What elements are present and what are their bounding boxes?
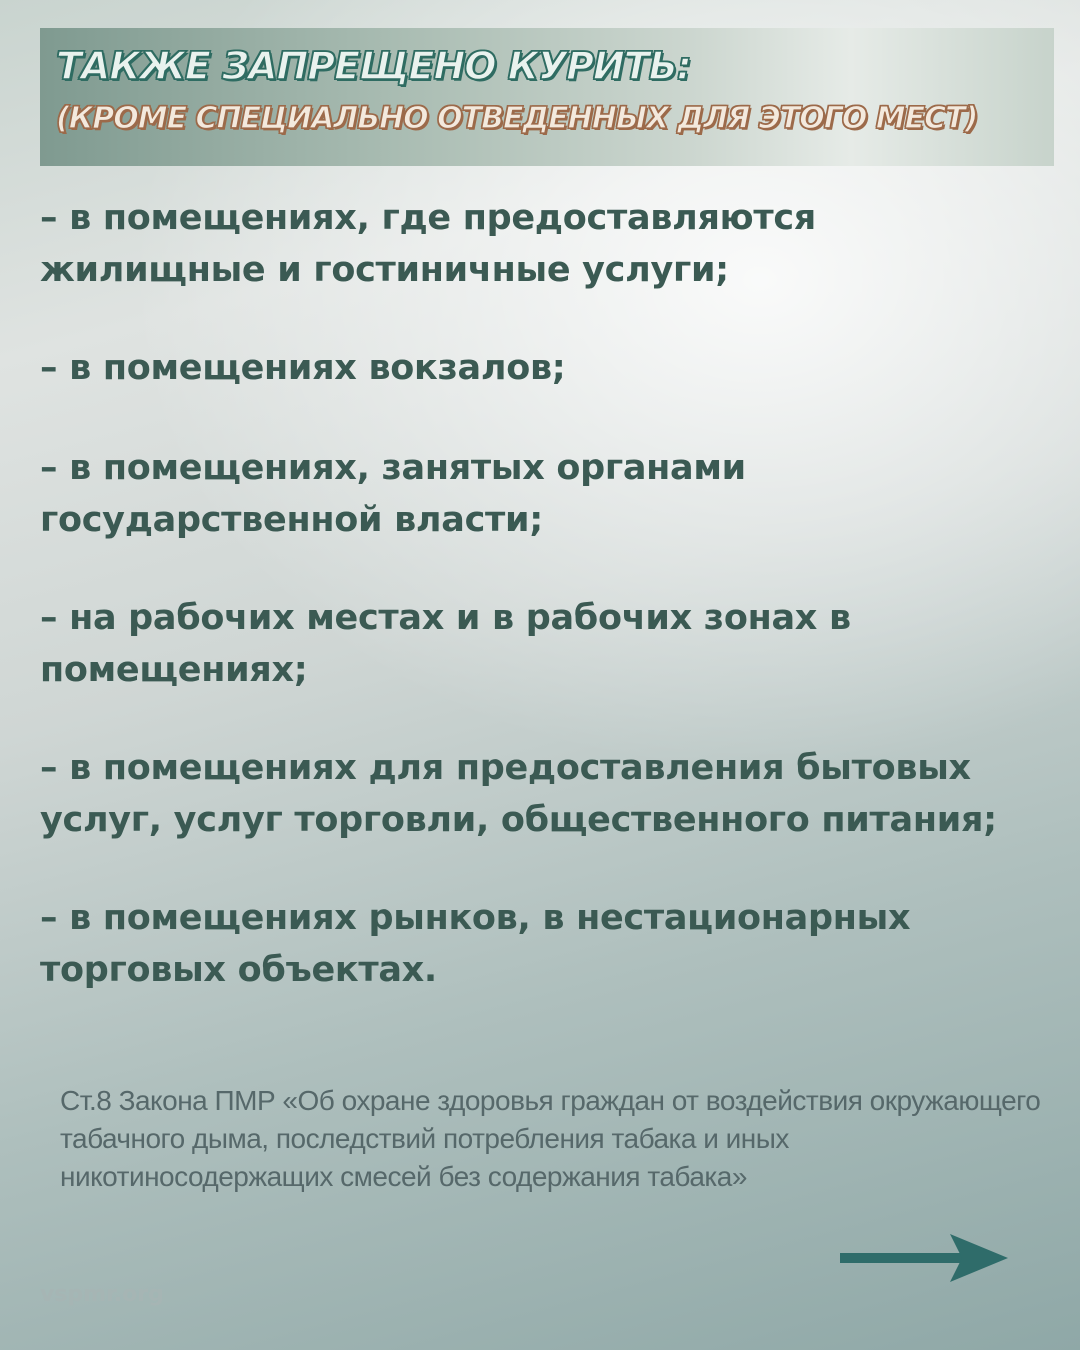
site-watermark: vspmr.org [40,1282,164,1307]
list-item: – в помещениях для предоставления бытовых услуг, услуг торговли, общественного питания; [40,748,997,840]
list-item: – в помещениях вокзалов; [40,348,566,388]
header-subtitle: (КРОМЕ СПЕЦИАЛЬНО ОТВЕДЕННЫХ ДЛЯ ЭТОГО МЕСТ) [56,101,978,136]
list-item: – на рабочих местах и в рабочих зонах в помещениях; [40,598,851,690]
law-citation: Ст.8 Закона ПМР «Об охране здоровья граждан от воздействия окружающего табачного дыма, последствий потребления табака и иных никотиносодержащих смесей без содержания табака» [60,1085,1041,1192]
list-item: – в помещениях, где предоставляются жилищные и гостиничные услуги; [40,198,816,290]
list-item: – в помещениях, занятых органами государственной власти; [40,448,746,540]
list-item: – в помещениях рынков, в нестационарных торговых объектах. [40,898,911,990]
right-arrow-icon[interactable] [838,1232,1010,1284]
header-title: ТАКЖЕ ЗАПРЕЩЕНО КУРИТЬ: [56,44,691,88]
